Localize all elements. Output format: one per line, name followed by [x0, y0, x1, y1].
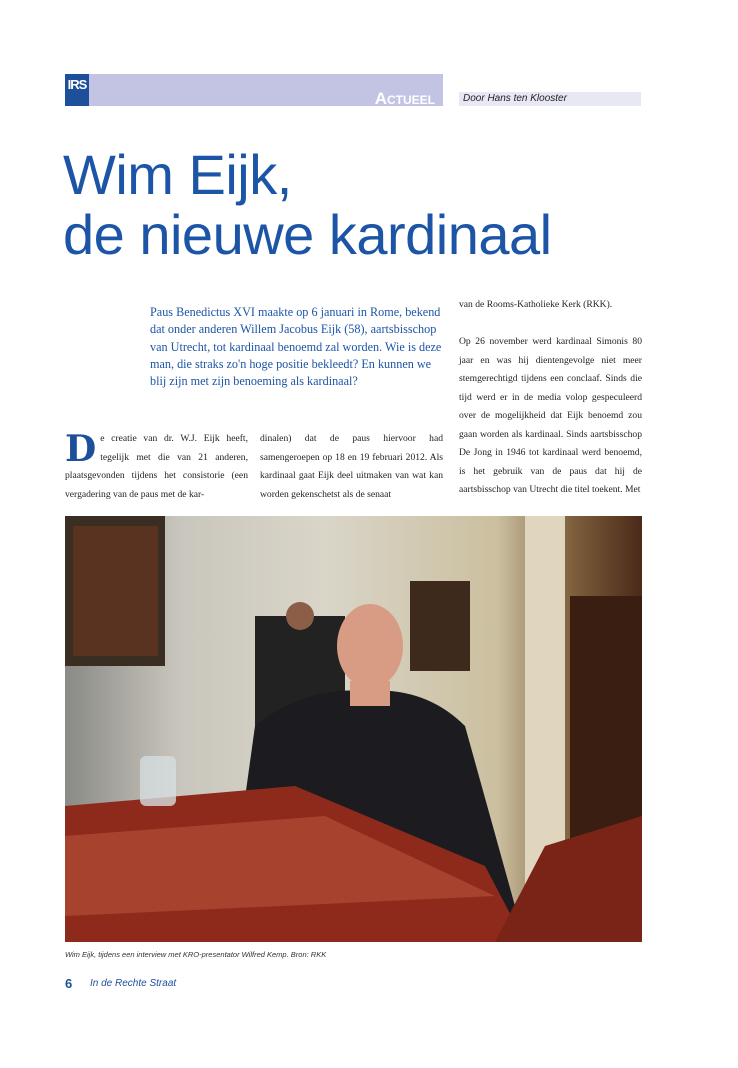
- article-photo: [65, 516, 642, 942]
- photo-caption: Wim Eijk, tijdens een interview met KRO-presentator Wilfred Kemp. Bron: RKK: [65, 950, 327, 959]
- title-line-2: de nieuwe kardinaal: [63, 203, 552, 266]
- body-column-3: [459, 296, 642, 500]
- title-line-1: Wim Eijk,: [63, 143, 292, 206]
- body-text: van de Rooms-Katholieke Kerk (RKK).: [459, 299, 613, 310]
- photo-illustration: [65, 516, 642, 942]
- body-text: Op 26 november werd kardinaal Simonis 80 jaar en was hij dientengevolge niet meer stemgerechtigd tijdens een conclaaf. Sinds die tijd werd er in de media volop gespeculeerd over de mogelijkheid dat Eijk benoemd zou gaan worden als kardinaal. Sinds aartsbisschop De Jong in 1946 tot kardinaal werd benoemd, is het gebruik van de paus dat hij de aartsbisschop van Utrecht die titel toekent. Met: [459, 336, 642, 495]
- section-band: [89, 74, 443, 106]
- section-label: Actueel: [374, 89, 435, 108]
- intro-paragraph: Paus Benedictus XVI maakte op 6 januari in Rome, bekend dat onder anderen Willem Jacobus Eijk (58), aartsbisschop van Utrecht, tot kardinaal benoemd zal worden. Wie is deze man, die straks zo'n hoge positie bekleedt? En kunnen we blij zijn met zijn benoeming als kardinaal?: [150, 305, 442, 389]
- byline: Door Hans ten Klooster: [459, 92, 641, 106]
- body-text: e creatie van dr. W.J. Eijk heeft, tegelijk met die van 21 anderen, plaatsgevonden tijdens het consistorie (een vergadering van de paus met de kar-: [65, 433, 248, 500]
- magazine-name: In de Rechte Straat: [90, 978, 177, 989]
- article-title: [63, 145, 552, 265]
- page-number: 6: [65, 976, 73, 991]
- body-column-2: dinalen) dat de paus hiervoor had samengeroepen op 18 en 19 februari 2012. Als kardinaal gaat Eijk deel uitmaken van wat kan worden gekenschetst als de senaat: [260, 433, 443, 500]
- body-column-1: [65, 430, 248, 504]
- irs-logo: IRS: [65, 74, 89, 106]
- drop-cap: D: [65, 428, 97, 470]
